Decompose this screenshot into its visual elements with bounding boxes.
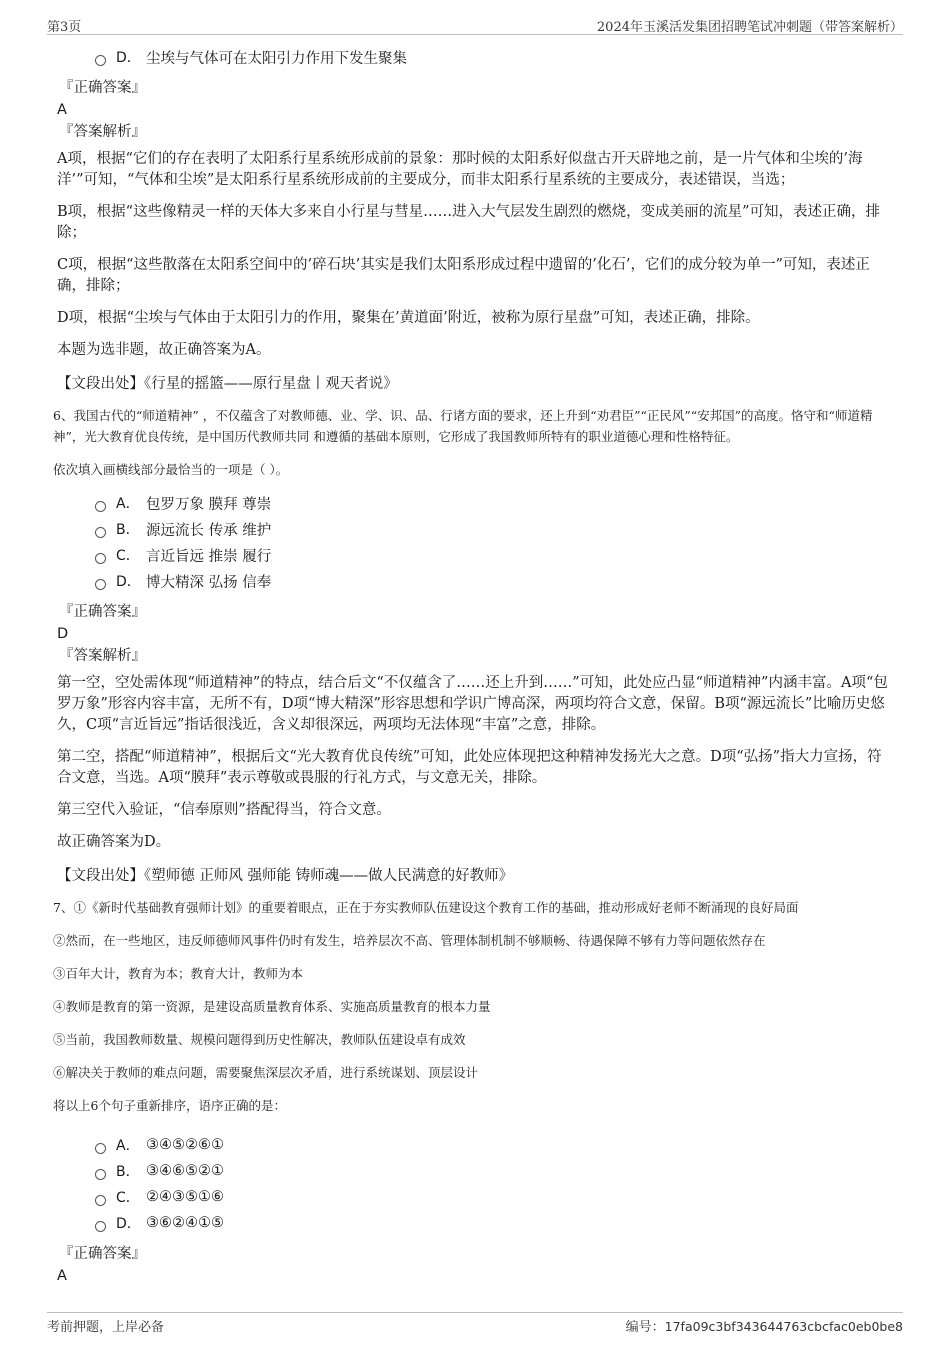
option-text: 包罗万象 膜拜 尊崇 [146,496,272,513]
q7-sentence-1: 7、①《新时代基础教育强师计划》的重要着眼点，正在于夯实教师队伍建设这个教育工作的基础，推动形成好老师不断涌现的良好局面 [53,900,799,915]
q7-correct-answer-label: 『正确答案』 [59,1246,146,1262]
q7-sentence-3: ③百年大计，教育为本；教育大计，教师为本 [53,966,304,981]
option-text: 言近旨远 推崇 履行 [146,548,272,565]
option-text: 源远流长 传承 维护 [146,522,272,539]
option-text: ③④⑥⑤②① [146,1163,224,1179]
code-value: 17fa09c3bf343644763cbcfac0eb0be8 [664,1319,903,1334]
q6-analysis-1: 第一空，空处需体现“师道精神”的特点，结合后文“不仅蕴含了……还上升到……”可知，此处应凸显“师道精神”内涵丰富。A项“包罗万象”形容内容丰富，无所不有，D项“博大精深”形容思想和学识广博高深，两项均符合文意，保留。B项“源远流长”比喻历史悠久，C项“言近旨远”指话很浅近，含义却很深远，两项均无法体现“丰富”之意，排除。 [57,675,888,733]
option-letter: C． [116,1190,140,1206]
q7-option-b[interactable] [95,1158,890,1184]
q7-sentence-6: ⑥解决关于教师的难点问题，需要聚焦深层次矛盾，进行系统谋划、顶层设计 [53,1065,479,1080]
q7-option-c[interactable] [95,1184,890,1210]
option-text: ②④③⑤①⑥ [146,1189,224,1205]
radio-icon[interactable] [95,579,106,590]
q5-analysis-b: B项，根据“这些像精灵一样的天体大多来自小行星与彗星……进入大气层发生剧烈的燃烧，变成美丽的流星”可知，表述正确，排除； [57,204,880,241]
page-content [53,44,890,1287]
option-letter: D． [116,1216,141,1232]
q6-options [95,490,890,594]
radio-icon[interactable] [95,1169,106,1180]
option-text: 博大精深 弘扬 信奉 [146,574,272,591]
q7-option-a[interactable] [95,1132,890,1158]
option-letter: A． [116,496,140,512]
option-letter: B． [116,1164,140,1180]
radio-icon[interactable] [95,1221,106,1232]
option-text: 尘埃与气体可在太阳引力作用下发生聚集 [146,50,407,67]
option-letter: D． [116,50,141,66]
option-text: ③④⑤②⑥① [146,1137,224,1153]
option-letter: B． [116,522,140,538]
option-text: ③⑥②④①⑤ [146,1215,224,1231]
q5-analysis-label: 『答案解析』 [59,124,146,140]
q5-option-d[interactable] [95,44,890,70]
document-code [626,1316,903,1335]
q7-options [95,1132,890,1236]
q6-stem: 6、我国古代的“师道精神” ，不仅蕴含了对教师德、业、学、识、品、行诸方面的要求，还上升到“劝君臣”“正民风”“安邦国”的高度。恪守和“师道精神”，光大教育优良传统，是中国历代教师共同 和遵循的基础本原则，它形成了我国教师所特有的职业道德心理和性格特征。 [53,408,873,444]
q7-prompt: 将以上6个句子重新排序，语序正确的是： [53,1098,286,1113]
option-letter: C． [116,548,140,564]
radio-icon[interactable] [95,1143,106,1154]
q6-prompt: 依次填入画横线部分最恰当的一项是（ ）。 [53,462,289,477]
q5-source: 【文段出处】《行星的摇篮——原行星盘丨观天者说》 [57,376,398,392]
q5-analysis-c: C项，根据“这些散落在太阳系空间中的’碎石块’其实是我们太阳系形成过程中遗留的’化石’，它们的成分较为单一”可知，表述正确，排除； [57,257,870,294]
document-title: 2024年玉溪活发集团招聘笔试冲刺题（带答案解析） [596,20,903,35]
radio-icon[interactable] [95,55,106,66]
q6-option-d[interactable] [95,568,890,594]
q6-conclusion: 故正确答案为D。 [57,834,171,850]
q6-answer: D [57,626,69,642]
radio-icon[interactable] [95,1195,106,1206]
page-number: 第3页 [47,20,82,35]
q6-correct-answer-label: 『正确答案』 [59,604,146,620]
q7-sentence-2: ②然而，在一些地区，违反师德师风事件仍时有发生，培养层次不高、管理体制机制不够顺畅、待遇保障不够有力等问题依然存在 [53,933,766,948]
radio-icon[interactable] [95,553,106,564]
q5-analysis-d: D项，根据“尘埃与气体由于太阳引力的作用，聚集在’黄道面’附近，被称为原行星盘”可知，表述正确，排除。 [57,310,760,326]
q5-conclusion: 本题为选非题，故正确答案为A。 [57,342,271,358]
q7-sentence-4: ④教师是教育的第一资源，是建设高质量教育体系、实施高质量教育的根本力量 [53,999,491,1014]
q6-source: 【文段出处】《塑师德 正师风 强师能 铸师魂——做人民满意的好教师》 [57,868,514,884]
q7-answer: A [57,1268,67,1284]
q7-sentence-5: ⑤当前，我国教师数量、规模问题得到历史性解决，教师队伍建设卓有成效 [53,1032,466,1047]
q5-correct-answer-label: 『正确答案』 [59,80,146,96]
q5-options [95,44,890,70]
option-letter: A． [116,1138,140,1154]
q6-option-c[interactable] [95,542,890,568]
code-label: 编号： [625,1320,665,1335]
page-header [47,14,903,35]
q6-option-b[interactable] [95,516,890,542]
q5-analysis-a: A项，根据“它们的存在表明了太阳系行星系统形成前的景象：那时候的太阳系好似盘古开天辟地之前，是一片气体和尘埃的’海洋’”可知，“气体和尘埃”是太阳系行星系统形成前的主要成分，而非太阳系行星系统的主要成分，表述错误，当选； [57,151,863,188]
q6-analysis-3: 第三空代入验证，“信奉原则”搭配得当，符合文意。 [57,802,391,818]
q6-analysis-label: 『答案解析』 [59,648,146,664]
q7-option-d[interactable] [95,1210,890,1236]
radio-icon[interactable] [95,501,106,512]
q6-option-a[interactable] [95,490,890,516]
radio-icon[interactable] [95,527,106,538]
page-footer [47,1312,903,1335]
option-letter: D． [116,574,141,590]
footer-slogan: 考前押题，上岸必备 [47,1320,165,1335]
q5-answer: A [57,102,67,118]
q6-analysis-2: 第二空，搭配“师道精神”，根据后文“光大教育优良传统”可知，此处应体现把这种精神发扬光大之意。D项“弘扬”指大力宣扬，符合文意，当选。A项“膜拜”表示尊敬或畏服的行礼方式，与文意无关，排除。 [57,749,882,786]
